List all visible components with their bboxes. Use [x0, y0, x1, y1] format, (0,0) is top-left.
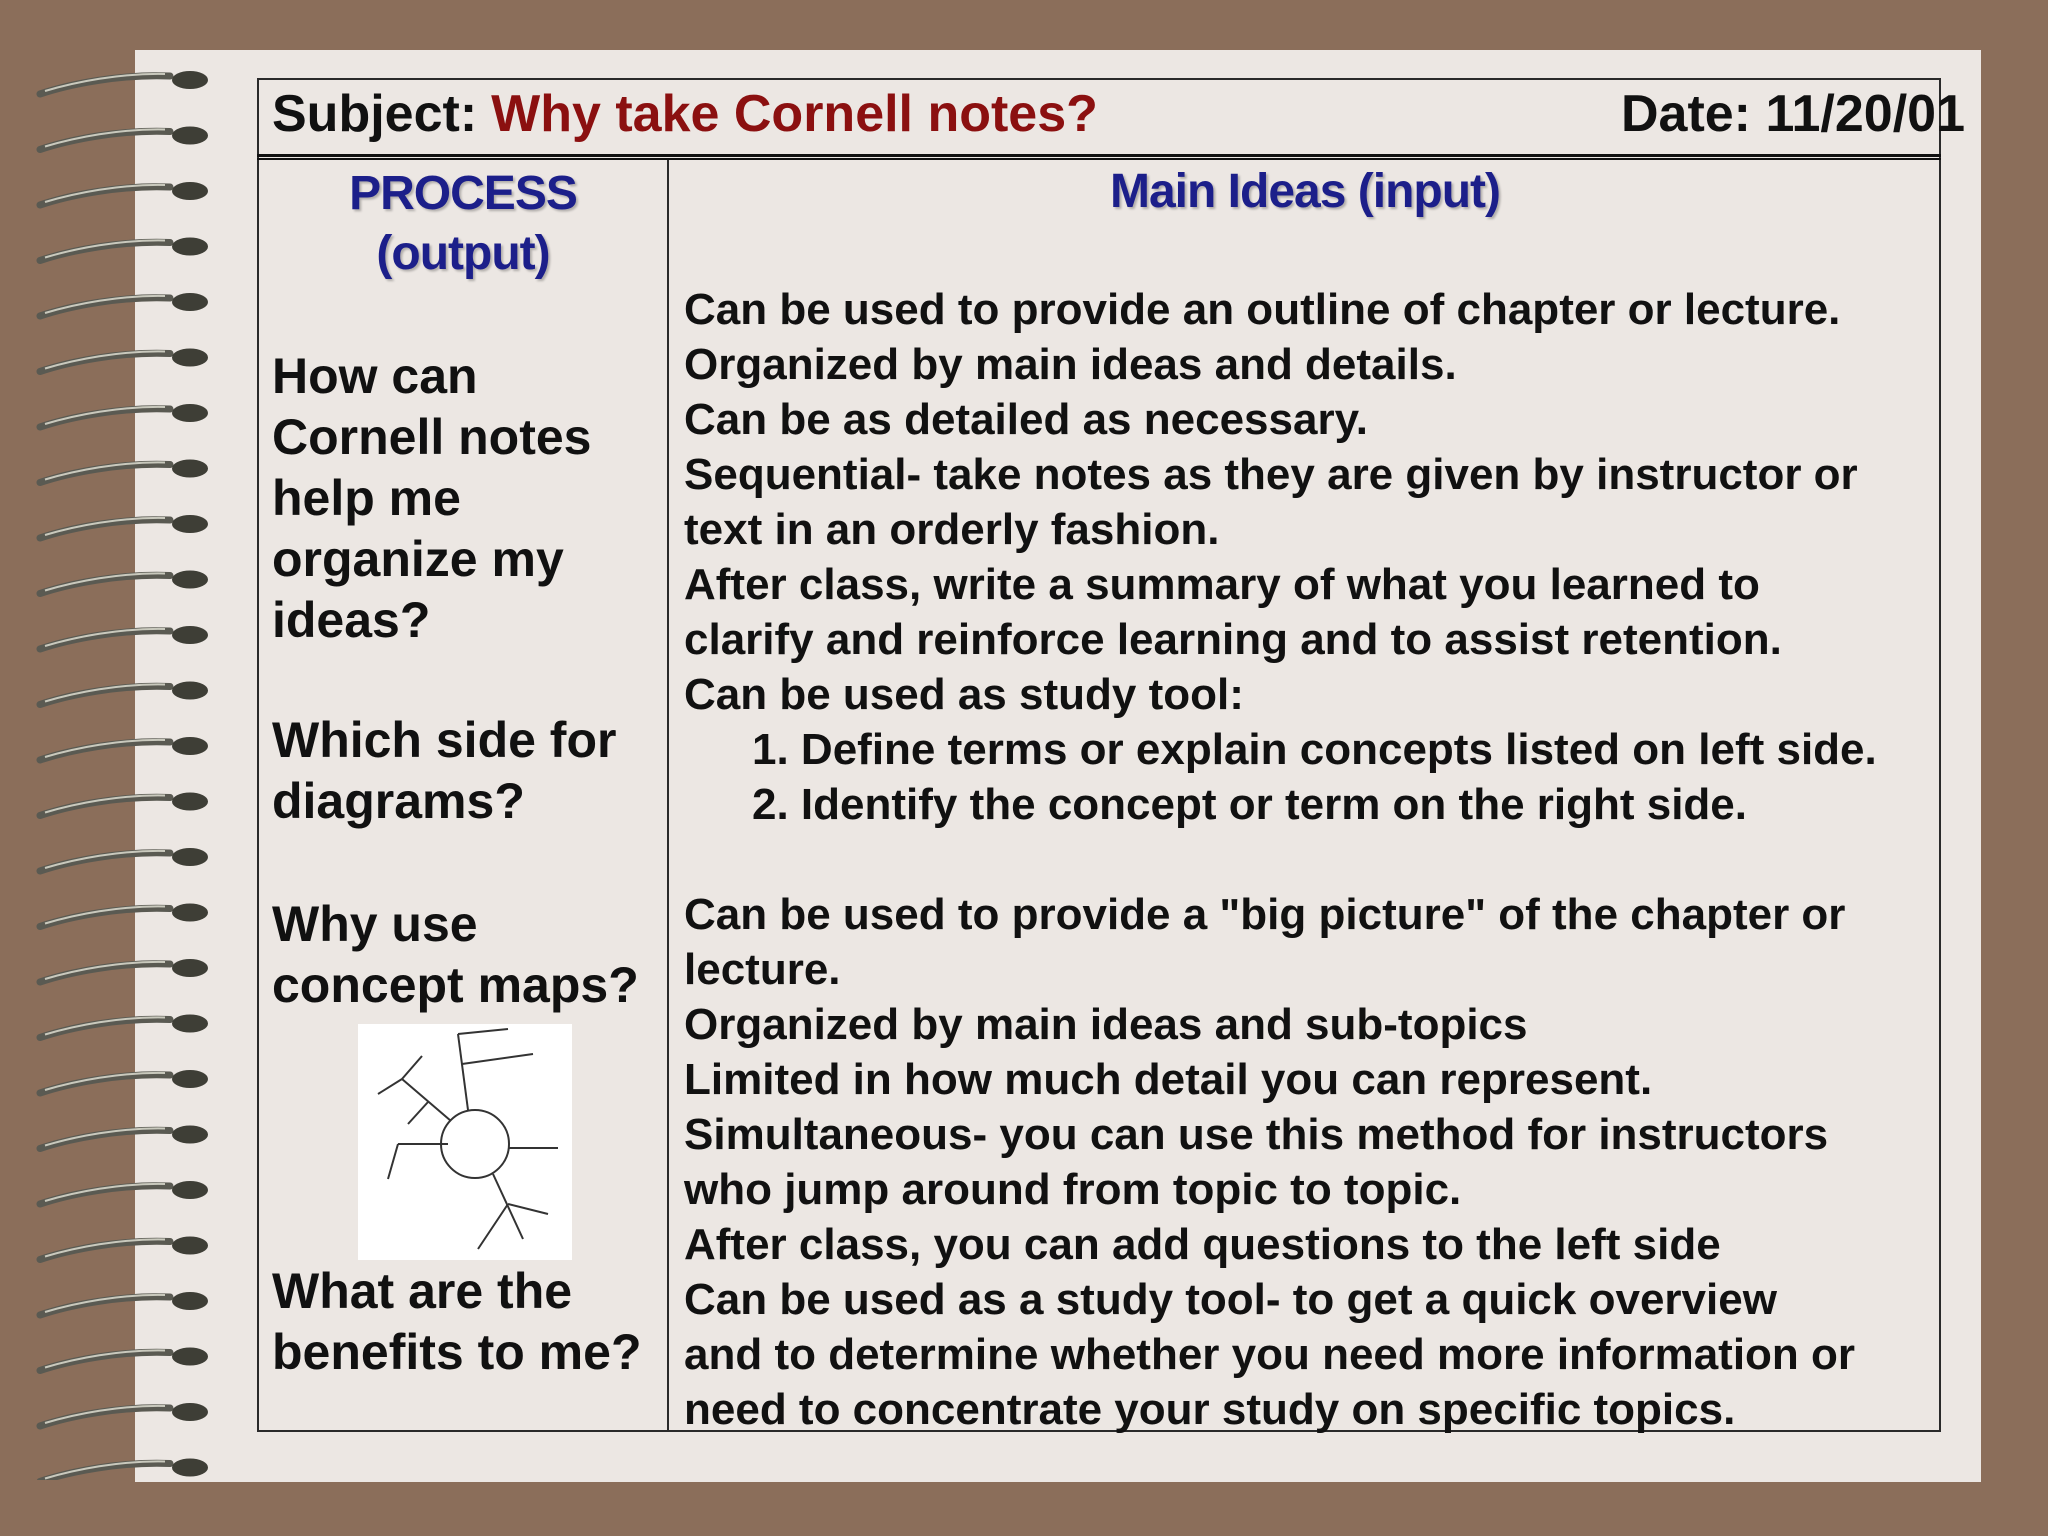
header-divider [257, 154, 1941, 160]
main-idea-line: lecture. [684, 945, 841, 994]
spiral-hole [172, 515, 208, 533]
main-idea-line: Simultaneous- you can use this method for instructors [684, 1110, 1829, 1159]
spiral-hole [172, 71, 208, 89]
spiral-hole [172, 127, 208, 145]
subject-label: Subject: [272, 85, 478, 143]
spiral-hole [172, 1015, 208, 1033]
main-idea-line: Can be used as study tool: [684, 670, 1244, 719]
main-idea-line: Can be used to provide a "big picture" of the chapter or [684, 890, 1846, 939]
spiral-hole [172, 404, 208, 422]
main-idea-line: and to determine whether you need more information or [684, 1330, 1856, 1379]
main-idea-line: Limited in how much detail you can represent. [684, 1055, 1653, 1104]
subject-line [272, 84, 1098, 144]
spiral-hole [172, 793, 208, 811]
spiral-hole [172, 626, 208, 644]
spiral-hole [172, 1237, 208, 1255]
main-ideas-heading: Main Ideas (input) [1110, 165, 1500, 218]
spiral-hole [172, 1070, 208, 1088]
question-diagrams: Which side for diagrams? [272, 712, 617, 829]
spiral-binding-icon [0, 40, 230, 1480]
main-idea-line: text in an orderly fashion. [684, 505, 1220, 554]
date-label: Date: 11/20/01 [1620, 85, 1965, 143]
process-heading [259, 164, 667, 284]
main-idea-line: After class, write a summary of what you learned to [684, 560, 1760, 609]
spiral-hole [172, 959, 208, 977]
spiral-hole [172, 293, 208, 311]
question-concept-maps: Why use concept maps? [272, 896, 639, 1013]
process-heading-line1: PROCESS [349, 167, 577, 220]
question-organize: How can Cornell notes help me organize my ideas? [272, 348, 592, 648]
main-idea-line: clarify and reinforce learning and to assist retention. [684, 615, 1782, 664]
main-idea-line: Sequential- take notes as they are given by instructor or [684, 450, 1858, 499]
question-benefits: What are the benefits to me? [272, 1263, 642, 1380]
spiral-hole [172, 460, 208, 478]
spiral-hole [172, 182, 208, 200]
main-ideas-list [684, 282, 1877, 1437]
spiral-hole [172, 682, 208, 700]
spiral-hole [172, 1459, 208, 1477]
spiral-hole [172, 349, 208, 367]
spiral-hole [172, 238, 208, 256]
spiral-hole [172, 1126, 208, 1144]
study-step-2: 2. Identify the concept or term on the right side. [752, 780, 1748, 829]
spiral-hole [172, 1181, 208, 1199]
main-idea-line: Organized by main ideas and details. [684, 340, 1457, 389]
spiral-hole [172, 571, 208, 589]
main-idea-line: After class, you can add questions to the left side [684, 1220, 1721, 1269]
spiral-hole [172, 1292, 208, 1310]
main-idea-line: Can be used to provide an outline of chapter or lecture. [684, 285, 1841, 334]
main-idea-line: who jump around from topic to topic. [684, 1165, 1462, 1214]
process-heading-line2: (output) [376, 227, 550, 280]
main-idea-line: Can be as detailed as necessary. [684, 395, 1368, 444]
spiral-hole [172, 737, 208, 755]
main-idea-line: need to concentrate your study on specific topics. [684, 1385, 1736, 1434]
concept-map-icon [358, 1024, 572, 1260]
spacer [684, 832, 1877, 887]
spiral-hole [172, 1403, 208, 1421]
main-idea-line: Organized by main ideas and sub-topics [684, 1000, 1528, 1049]
subject-title: Why take Cornell notes? [491, 85, 1098, 143]
spiral-hole [172, 904, 208, 922]
spiral-hole [172, 848, 208, 866]
spiral-hole [172, 1348, 208, 1366]
study-step-1: 1. Define terms or explain concepts listed on left side. [752, 725, 1877, 774]
main-idea-line: Can be used as a study tool- to get a quick overview [684, 1275, 1777, 1324]
